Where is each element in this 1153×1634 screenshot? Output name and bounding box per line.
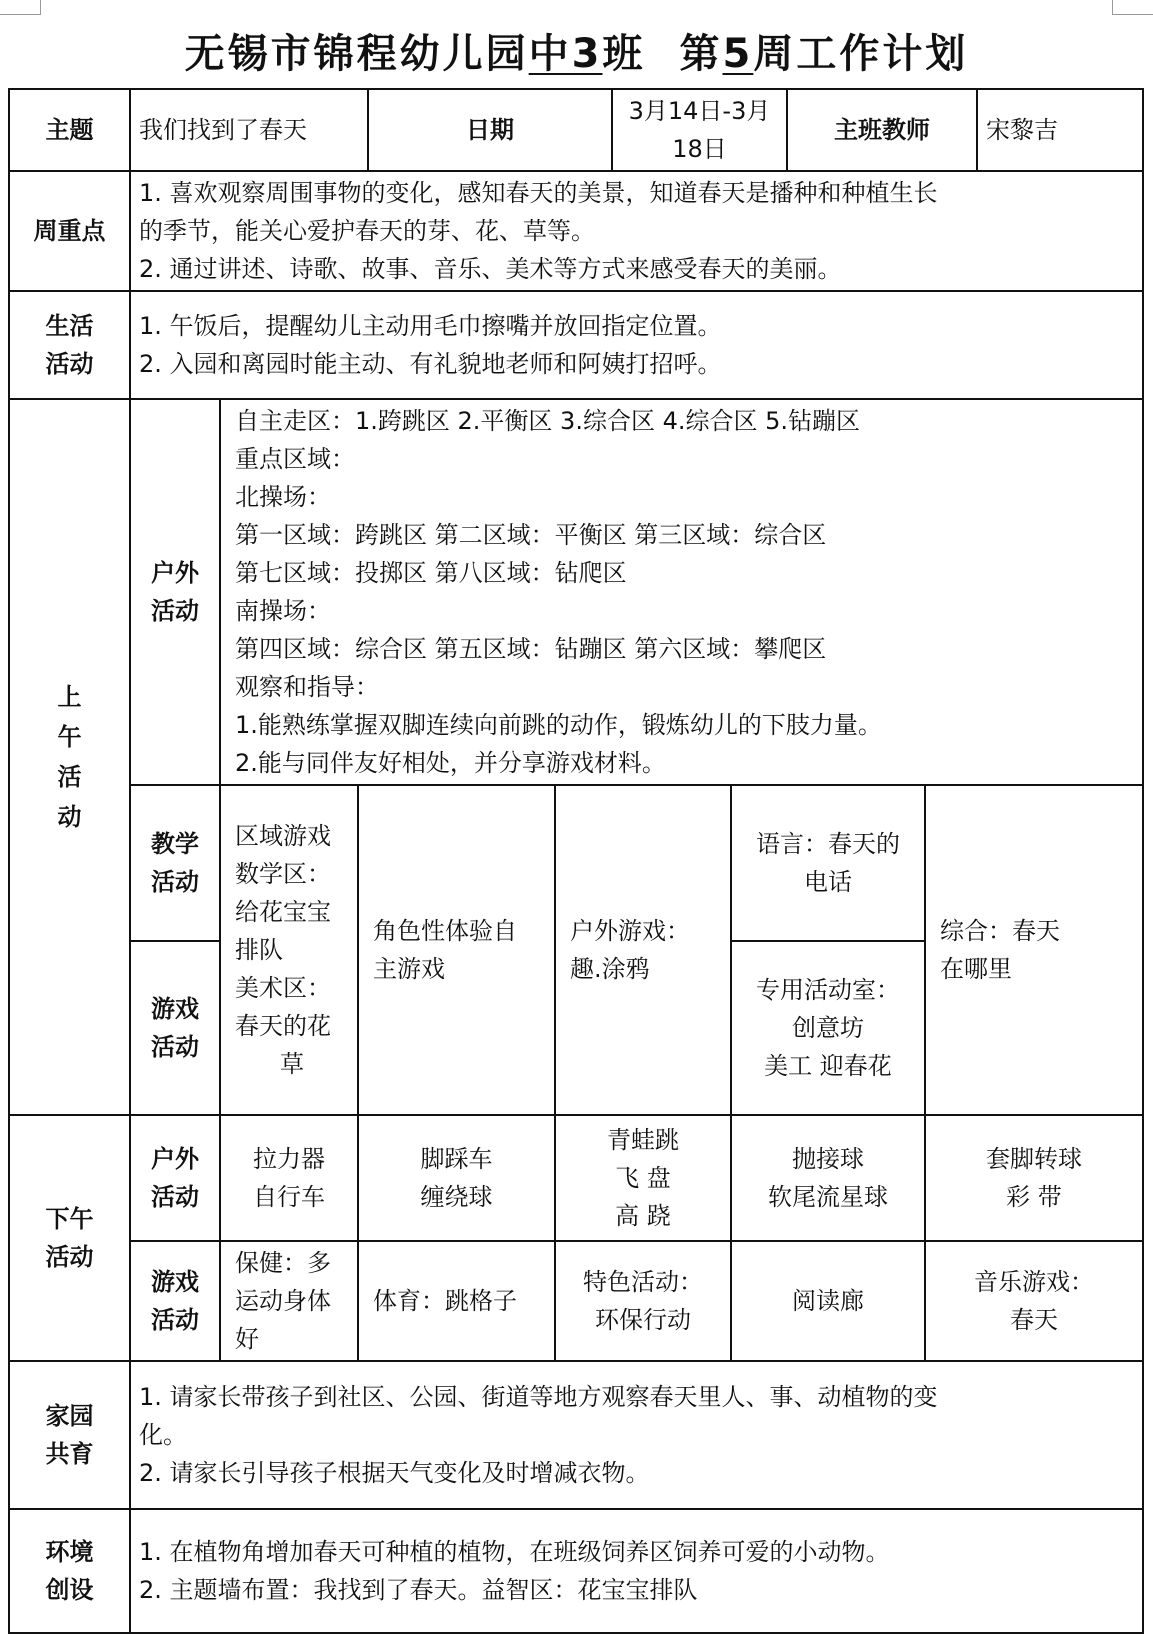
- special-room-line: 创意坊: [792, 1014, 864, 1042]
- home-line: 化。: [139, 1421, 187, 1449]
- afternoon-game-label-line: 游戏: [151, 1268, 199, 1296]
- language-line: 语言：春天的: [756, 830, 900, 858]
- environment-line: 1. 在植物角增加春天可种植的植物，在班级饲养区饲养可爱的小动物。: [139, 1538, 890, 1566]
- afternoon-game-item: [731, 1241, 925, 1361]
- regional-game-cell: [220, 785, 358, 1115]
- equipment-line: 脚踩车: [420, 1145, 493, 1173]
- afternoon-label-line: 下午: [45, 1205, 94, 1233]
- page-corner-mark: [0, 0, 41, 15]
- equipment-line: 缠绕球: [420, 1183, 493, 1211]
- morning-outdoor-line: 2.能与同伴友好相处，并分享游戏材料。: [235, 749, 666, 777]
- afternoon-game-item: [220, 1241, 358, 1361]
- title-week-suffix: 周工作计划: [753, 31, 969, 77]
- environment-label-line: 环境: [45, 1538, 94, 1566]
- language-cell: [731, 785, 925, 941]
- weekly-plan-table: [8, 88, 1144, 1634]
- theme-label: 主题: [9, 89, 130, 171]
- afternoon-outdoor-item: [731, 1115, 925, 1241]
- home-label: [9, 1361, 130, 1509]
- focus-line: 的季节，能关心爱护春天的芽、花、草等。: [139, 217, 595, 245]
- title-prefix: 无锡市锦程幼儿园: [184, 31, 529, 77]
- life-label-line: 生活: [45, 312, 94, 340]
- morning-label-char: 动: [57, 803, 82, 831]
- equipment-line: 抛接球: [792, 1145, 864, 1173]
- title-class-suffix: 班: [602, 31, 646, 77]
- morning-outdoor-row: [9, 399, 1143, 785]
- focus-line: 2. 通过讲述、诗歌、故事、音乐、美术等方式来感受春天的美丽。: [139, 255, 842, 283]
- teaching-activity-label: [130, 785, 220, 941]
- date-value: 3月14日-3月18日: [612, 89, 787, 171]
- morning-label-char: 活: [57, 763, 82, 791]
- morning-outdoor-label: [130, 399, 220, 785]
- afternoon-game-label-line: 活动: [151, 1306, 199, 1334]
- title-week-number: 5: [722, 31, 754, 77]
- morning-outdoor-label-line: 活动: [151, 597, 199, 625]
- equipment-line: 高 跷: [615, 1202, 671, 1230]
- afternoon-outdoor-label-line: 户外: [151, 1145, 199, 1173]
- afternoon-outdoor-label: [130, 1115, 220, 1241]
- regional-game-line: 数学区：: [235, 860, 331, 888]
- morning-outdoor-line: 观察和指导：: [235, 673, 379, 701]
- environment-label: [9, 1509, 130, 1633]
- life-label: [9, 291, 130, 399]
- afternoon-outdoor-item: [555, 1115, 731, 1241]
- afternoon-game-item: [925, 1241, 1143, 1361]
- integrated-cell: [925, 785, 1143, 1115]
- morning-outdoor-line: 北操场：: [235, 483, 331, 511]
- morning-outdoor-line: 第四区域：综合区 第五区域：钻蹦区 第六区域：攀爬区: [235, 635, 827, 663]
- morning-outdoor-line: 第七区域：投掷区 第八区域：钻爬区: [235, 559, 627, 587]
- morning-outdoor-line: 自主走区：1.跨跳区 2.平衡区 3.综合区 4.综合区 5.钻蹦区: [235, 407, 861, 435]
- morning-label-char: 上: [57, 683, 82, 711]
- home-line: 1. 请家长带孩子到社区、公园、街道等地方观察春天里人、事、动植物的变: [139, 1383, 938, 1411]
- afternoon-game-line: 春天: [1010, 1306, 1058, 1334]
- equipment-line: 拉力器: [253, 1145, 325, 1173]
- regional-game-line: 给花宝宝: [235, 898, 331, 926]
- afternoon-game-line: 运动身体: [235, 1287, 331, 1315]
- life-line: 2. 入园和离园时能主动、有礼貌地老师和阿姨打招呼。: [139, 350, 722, 378]
- theme-value: 我们找到了春天: [130, 89, 368, 171]
- focus-label: 周重点: [9, 171, 130, 291]
- afternoon-outdoor-label-line: 活动: [151, 1183, 199, 1211]
- special-room-line: 专用活动室：: [756, 976, 900, 1004]
- afternoon-game-line: 阅读廊: [792, 1287, 864, 1315]
- morning-label-char: 午: [57, 723, 82, 751]
- morning-outdoor-line: 1.能熟练掌握双脚连续向前跳的动作，锻炼幼儿的下肢力量。: [235, 711, 882, 739]
- home-content: [130, 1361, 1143, 1509]
- regional-game-line: 美术区：: [235, 974, 331, 1002]
- afternoon-game-item: [358, 1241, 555, 1361]
- home-row: [9, 1361, 1143, 1509]
- regional-game-line: 草: [280, 1050, 304, 1078]
- equipment-line: 软尾流星球: [768, 1183, 888, 1211]
- role-play-line: 角色性体验自: [373, 917, 517, 945]
- afternoon-game-line: 特色活动：: [583, 1268, 703, 1296]
- home-label-line: 共育: [45, 1440, 94, 1468]
- afternoon-game-label: [130, 1241, 220, 1361]
- afternoon-game-item: [555, 1241, 731, 1361]
- home-line: 2. 请家长引导孩子根据天气变化及时增减衣物。: [139, 1459, 650, 1487]
- environment-line: 2. 主题墙布置：我找到了春天。益智区：花宝宝排队: [139, 1576, 698, 1604]
- morning-outdoor-label-line: 户外: [151, 559, 199, 587]
- title-class-name: 中3: [528, 31, 603, 77]
- home-label-line: 家园: [45, 1402, 94, 1430]
- regional-game-line: 春天的花: [235, 1012, 331, 1040]
- focus-content: [130, 171, 1143, 291]
- teaching-label-line: 活动: [151, 868, 199, 896]
- afternoon-label-line: 活动: [45, 1243, 94, 1271]
- morning-outdoor-line: 南操场：: [235, 597, 331, 625]
- header-row: [9, 89, 1143, 171]
- afternoon-outdoor-row: [9, 1115, 1143, 1241]
- afternoon-game-line: 音乐游戏：: [974, 1268, 1094, 1296]
- equipment-line: 飞 盘: [615, 1164, 671, 1192]
- environment-label-line: 创设: [45, 1576, 94, 1604]
- morning-outdoor-line: 第一区域：跨跳区 第二区域：平衡区 第三区域：综合区: [235, 521, 827, 549]
- environment-row: [9, 1509, 1143, 1633]
- focus-line: 1. 喜欢观察周围事物的变化，感知春天的美景，知道春天是播种和种植生长: [139, 179, 938, 207]
- teaching-label-line: 教学: [151, 830, 199, 858]
- life-label-line: 活动: [45, 350, 94, 378]
- special-room-cell: [731, 941, 925, 1115]
- afternoon-label: [9, 1115, 130, 1361]
- date-label: 日期: [368, 89, 612, 171]
- life-row: [9, 291, 1143, 399]
- special-room-line: 美工 迎春花: [764, 1052, 892, 1080]
- game-label-line: 活动: [151, 1033, 199, 1061]
- morning-outdoor-content: [220, 399, 1143, 785]
- equipment-line: 青蛙跳: [607, 1126, 679, 1154]
- integrated-line: 在哪里: [940, 955, 1012, 983]
- morning-teaching-row: [9, 785, 1143, 941]
- teacher-label: 主班教师: [787, 89, 977, 171]
- outdoor-game-line: 户外游戏：: [570, 917, 690, 945]
- equipment-line: 自行车: [253, 1183, 325, 1211]
- morning-label: [9, 399, 130, 1115]
- focus-row: [9, 171, 1143, 291]
- afternoon-outdoor-item: [925, 1115, 1143, 1241]
- life-line: 1. 午饭后，提醒幼儿主动用毛巾擦嘴并放回指定位置。: [139, 312, 722, 340]
- role-play-line: 主游戏: [373, 955, 445, 983]
- integrated-line: 综合：春天: [940, 917, 1060, 945]
- afternoon-game-line: 体育：跳格子: [373, 1287, 517, 1315]
- afternoon-outdoor-item: [220, 1115, 358, 1241]
- game-activity-label: [130, 941, 220, 1115]
- outdoor-game-line: 趣.涂鸦: [570, 955, 650, 983]
- title-week-prefix: 第: [679, 31, 723, 77]
- regional-game-line: 排队: [235, 936, 283, 964]
- morning-outdoor-line: 重点区域：: [235, 445, 355, 473]
- teacher-value: 宋黎吉: [977, 89, 1143, 171]
- equipment-line: 套脚转球: [986, 1145, 1082, 1173]
- outdoor-game-cell: [555, 785, 731, 1115]
- afternoon-outdoor-item: [358, 1115, 555, 1241]
- equipment-line: 彩 带: [1006, 1183, 1062, 1211]
- afternoon-game-row: [9, 1241, 1143, 1361]
- role-play-cell: [358, 785, 555, 1115]
- game-label-line: 游戏: [151, 995, 199, 1023]
- language-line: 电话: [804, 868, 852, 896]
- afternoon-game-line: 好: [235, 1325, 259, 1353]
- afternoon-game-line: 环保行动: [595, 1306, 691, 1334]
- afternoon-game-line: 保健：多: [235, 1249, 331, 1277]
- page-title: [0, 22, 1153, 79]
- page-corner-mark: [1112, 0, 1153, 15]
- regional-game-line: 区域游戏: [235, 822, 331, 850]
- environment-content: [130, 1509, 1143, 1633]
- life-content: [130, 291, 1143, 399]
